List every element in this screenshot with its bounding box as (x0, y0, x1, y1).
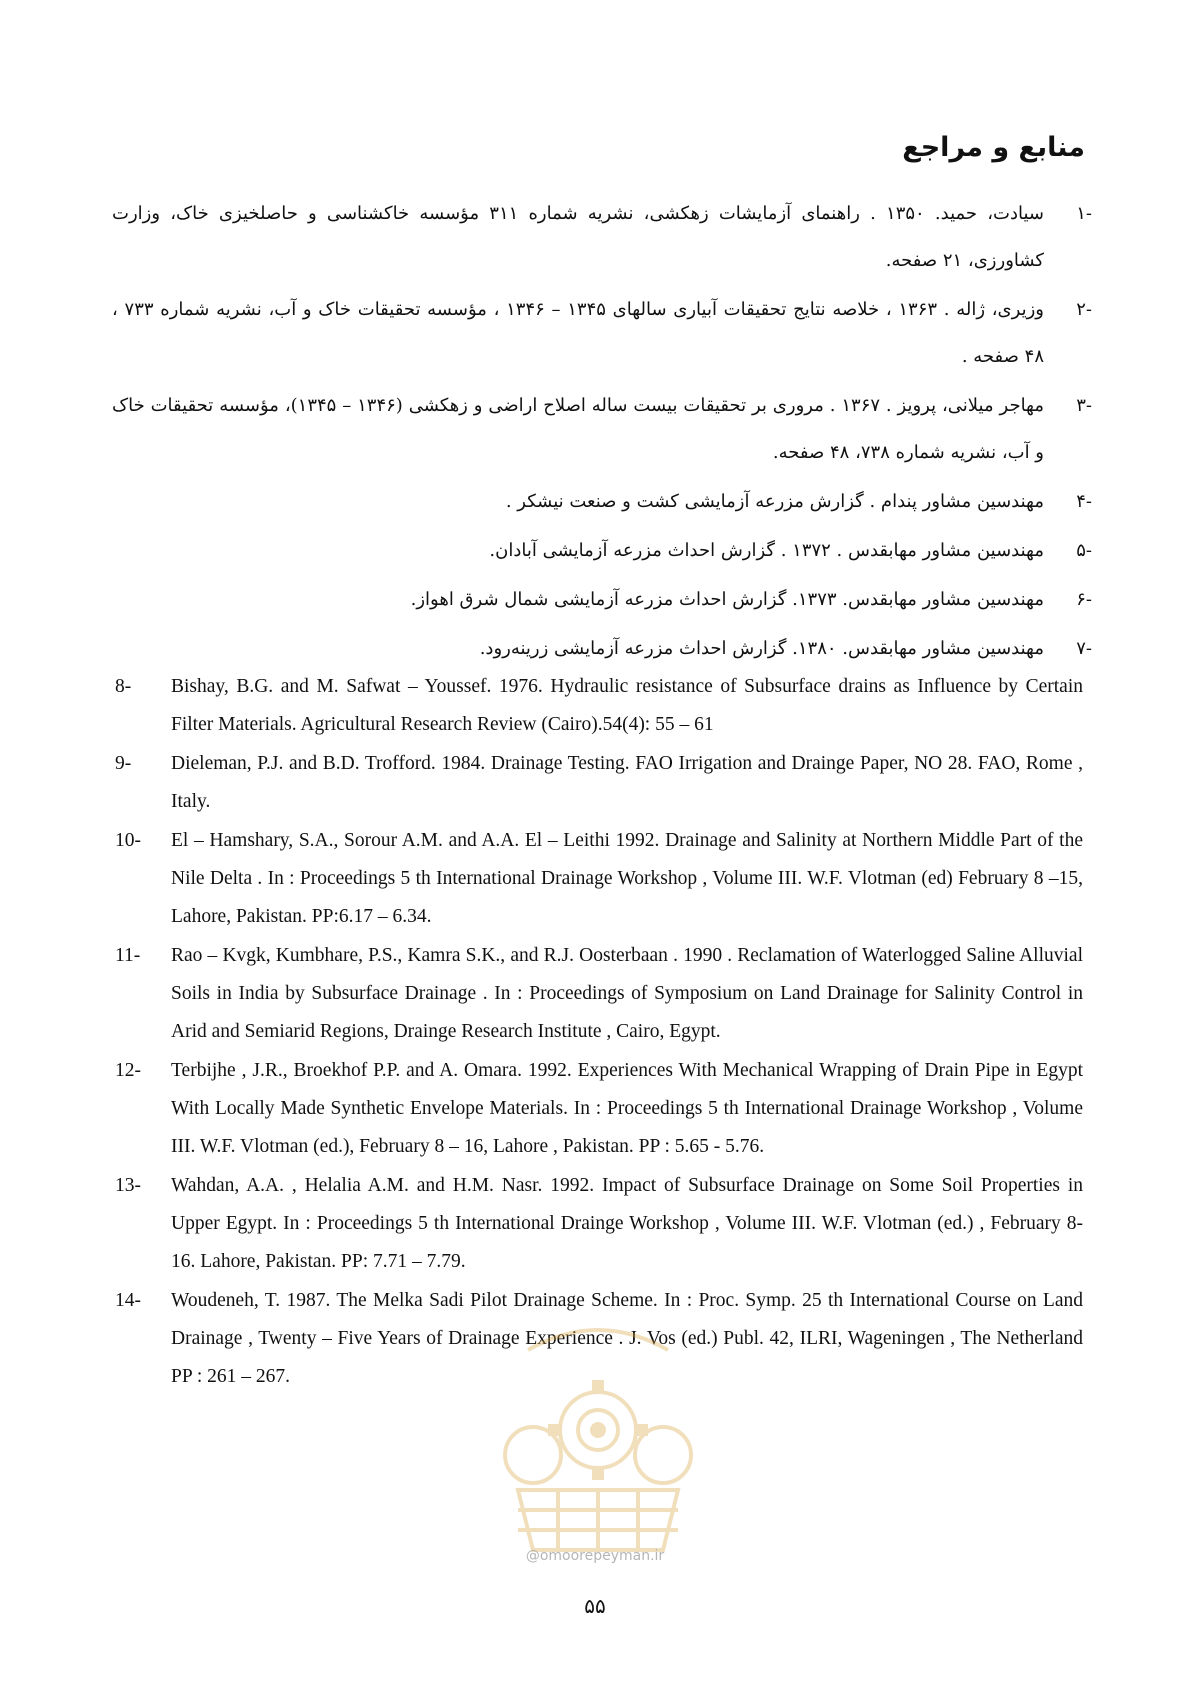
persian-reference-item (112, 478, 1092, 525)
reference-text: Terbijhe , J.R., Broekhof P.P. and A. Omara. 1992. Experiences With Mechanical Wrapping of Drain Pipe in Egypt With Locally Made Synthetic Envelope Materials. In : Proceedings 5 th International Drainage Workshop , Volume III. W.F. Vlotman (ed.), February 8 – 16, Lahore , Pakistan. PP : 5.65 - 5.76. (171, 1060, 1083, 1157)
reference-number: -۳ (1076, 395, 1092, 416)
reference-number: 11- (115, 945, 141, 966)
english-references-list (115, 668, 1083, 1397)
reference-number: -۴ (1076, 491, 1092, 512)
reference-number: -۵ (1076, 540, 1092, 561)
persian-reference-item (112, 190, 1092, 284)
english-reference-item (115, 1052, 1083, 1166)
reference-text: مهندسین مشاور مهابقدس. ۱۳۷۳. گزارش احداث مزرعه آزمایشی شمال شرق اهواز. (410, 589, 1044, 610)
reference-text: سیادت، حمید. ۱۳۵۰ . راهنمای آزمایشات زهکشی، نشریه شماره ۳۱۱ مؤسسه خاکشناسی و حاصلخیزی خاک، وزارت کشاورزی، ۲۱ صفحه. (112, 203, 1044, 271)
reference-number: 9- (115, 753, 132, 774)
reference-number: -۲ (1076, 299, 1092, 320)
english-reference-item (115, 937, 1083, 1051)
persian-reference-item (112, 625, 1092, 672)
watermark-site-text: @omoorepeyman.ir (525, 1548, 665, 1564)
english-reference-item (115, 822, 1083, 936)
page-number: ۵۵ (584, 1594, 606, 1618)
watermark-logo-icon (488, 1320, 708, 1560)
reference-number: -۱ (1076, 203, 1092, 224)
reference-number: 14- (115, 1290, 141, 1311)
persian-reference-item (112, 382, 1092, 476)
reference-number: 8- (115, 676, 132, 697)
reference-text: Bishay, B.G. and M. Safwat – Youssef. 1976. Hydraulic resistance of Subsurface drains as Influence by Certain Filter Materials. Agricultural Research Review (Cairo).54(4): 55 – 61 (171, 676, 1083, 735)
reference-text: Woudeneh, T. 1987. The Melka Sadi Pilot Drainage Scheme. In : Proc. Symp. 25 th International Course on Land Drainage , Twenty – Five Years of Drainage Experience . J. Vos (ed.) Publ. 42, ILRI, Wageningen , The Netherland PP : 261 – 267. (171, 1290, 1083, 1387)
reference-number: 10- (115, 830, 141, 851)
english-reference-item (115, 668, 1083, 744)
reference-text: El – Hamshary, S.A., Sorour A.M. and A.A. El – Leithi 1992. Drainage and Salinity at Northern Middle Part of the Nile Delta . In : Proceedings 5 th International Drainage Workshop , Volume III. W.F. Vlotman (ed) February 8 –15, Lahore, Pakistan. PP:6.17 – 6.34. (171, 830, 1083, 927)
reference-text: مهاجر میلانی، پرویز . ۱۳۶۷ . مروری بر تحقیقات بیست ساله اصلاح اراضی و زهکشی (۱۳۴۶ – ۱۳۴۵)، مؤسسه تحقیقات خاک و آب، نشریه شماره ۷۳۸، ۴۸ صفحه. (112, 395, 1044, 463)
reference-number: -۶ (1076, 589, 1092, 610)
reference-number: 12- (115, 1060, 141, 1081)
reference-text: Rao – Kvgk, Kumbhare, P.S., Kamra S.K., and R.J. Oosterbaan . 1990 . Reclamation of Waterlogged Saline Alluvial Soils in India by Subsurface Drainage . In : Proceedings of Symposium on Land Drainage for Salinity Control in Arid and Semiarid Regions, Drainge Research Institute , Cairo, Egypt. (171, 945, 1083, 1042)
english-reference-item (115, 745, 1083, 821)
reference-text: Dieleman, P.J. and B.D. Trofford. 1984. Drainage Testing. FAO Irrigation and Drainge Paper, NO 28. FAO, Rome , Italy. (171, 753, 1083, 812)
persian-reference-item (112, 576, 1092, 623)
reference-text: وزیری، ژاله . ۱۳۶۳ ، خلاصه نتایج تحقیقات آبیاری سالهای ۱۳۴۵ – ۱۳۴۶ ، مؤسسه تحقیقات خاک و آب، نشریه شماره ۷۳۳ ، ۴۸ صفحه . (112, 299, 1044, 367)
reference-text: Wahdan, A.A. , Helalia A.M. and H.M. Nasr. 1992. Impact of Subsurface Drainage on Some Soil Properties in Upper Egypt. In : Proceedings 5 th International Drainge Workshop , Volume III. W.F. Vlotman (ed.) , February 8-16. Lahore, Pakistan. PP: 7.71 – 7.79. (171, 1175, 1083, 1272)
english-reference-item (115, 1167, 1083, 1281)
reference-number: 13- (115, 1175, 141, 1196)
reference-text: مهندسین مشاور پندام . گزارش مزرعه آزمایشی کشت و صنعت نیشکر . (505, 491, 1044, 512)
persian-reference-item (112, 527, 1092, 574)
reference-text: مهندسین مشاور مهابقدس . ۱۳۷۲ . گزارش احداث مزرعه آزمایشی آبادان. (489, 540, 1044, 561)
references-heading: منابع و مراجع (902, 132, 1085, 163)
reference-text: مهندسین مشاور مهابقدس. ۱۳۸۰. گزارش احداث مزرعه آزمایشی زرینه‌رود. (479, 638, 1044, 659)
persian-reference-item (112, 286, 1092, 380)
persian-references-list (112, 190, 1092, 674)
reference-number: -۷ (1076, 638, 1092, 659)
